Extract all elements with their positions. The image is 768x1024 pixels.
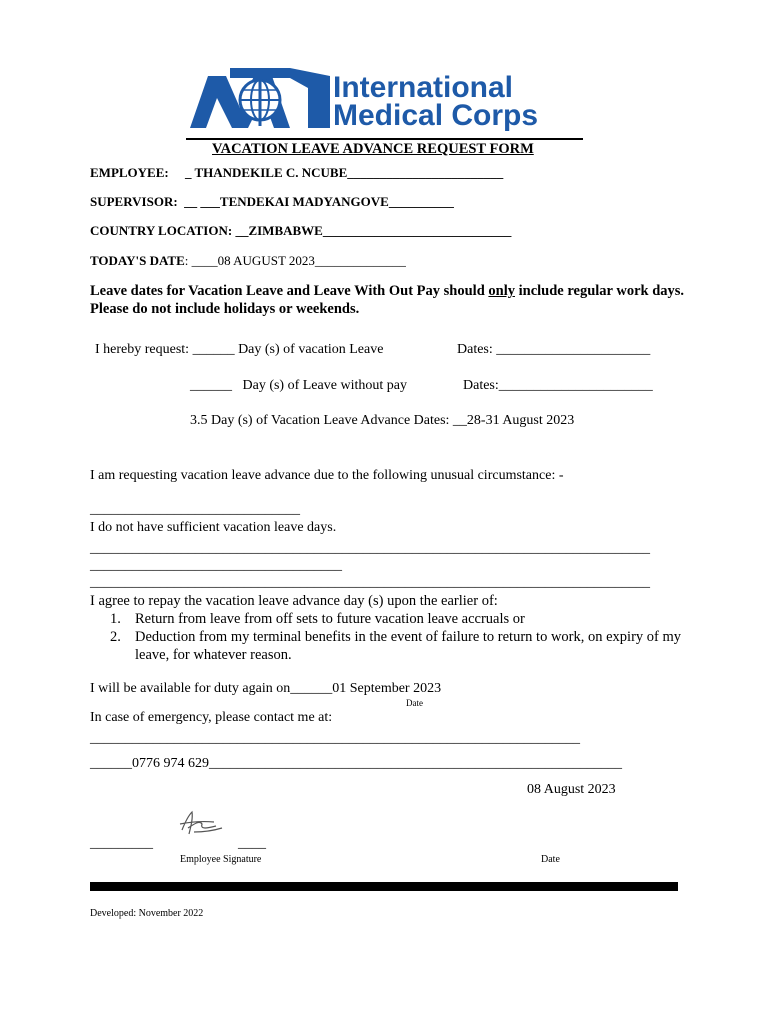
signature-date-label: Date <box>541 854 560 865</box>
country-field: COUNTRY LOCATION: __ZIMBABWE_____________________________ <box>90 223 512 238</box>
emergency-label: In case of emergency, please contact me at: <box>90 710 333 725</box>
unpaid-leave-dates: Dates:______________________ <box>463 378 653 393</box>
signature-image <box>172 806 232 842</box>
instruction-paragraph <box>90 282 690 318</box>
todays-date-field <box>90 253 406 269</box>
supervisor-field: SUPERVISOR: __ ___TENDEKAI MADYANGOVE__________ <box>90 194 454 209</box>
footer-divider <box>90 882 678 891</box>
todays-date-value: : ____08 AUGUST 2023______________ <box>184 253 406 268</box>
developed-note: Developed: November 2022 <box>90 908 204 919</box>
repayment-intro: I agree to repay the vacation leave advance day (s) upon the earlier of: <box>90 593 498 609</box>
repayment-item <box>90 628 690 664</box>
instruction-only: only <box>488 283 515 299</box>
vacation-leave-dates: Dates: ______________________ <box>457 342 651 357</box>
circumstance-label: I am requesting vacation leave advance due to the following unusual circumstance: - <box>90 468 564 483</box>
circumstance-blank-short: ______________________________ <box>90 502 300 517</box>
circumstance-blank-long-1: ________________________________________________________________________________ <box>90 541 650 556</box>
emergency-contact-blank: ______________________________________________________________________ <box>90 731 580 746</box>
emergency-phone: ______0776 974 629___________________________________________________________ <box>90 756 622 771</box>
org-logo <box>190 68 330 132</box>
repayment-item-number: 1. <box>110 611 121 627</box>
circumstance-blank-mid: ____________________________________ <box>90 558 342 573</box>
instruction-post: include regular work days. Please do not include holidays or weekends. <box>90 283 685 317</box>
advance-leave-request: 3.5 Day (s) of Vacation Leave Advance Dates: __28-31 August 2023 <box>190 413 575 428</box>
signature-date-value: 08 August 2023 <box>527 782 616 797</box>
instruction-pre: Leave dates for Vacation Leave and Leave With Out Pay should <box>90 283 489 299</box>
org-name-line1: International <box>333 71 514 104</box>
org-name <box>333 71 539 132</box>
circumstance-text: I do not have sufficient vacation leave days. <box>90 520 337 535</box>
employee-signature-label: Employee Signature <box>180 854 262 865</box>
return-to-duty-line: I will be available for duty again on______01 September 2023 <box>90 681 442 696</box>
return-date-caption: Date <box>406 698 423 708</box>
repayment-item-text: Deduction from my terminal benefits in the event of failure to return to work, on expiry of my leave, for whatever reason. <box>135 629 682 663</box>
form-title: VACATION LEAVE ADVANCE REQUEST FORM <box>212 141 534 157</box>
repayment-item-number: 2. <box>110 629 121 645</box>
header-divider <box>186 138 583 140</box>
org-name-line2: Medical Corps <box>333 99 539 132</box>
employee-field: EMPLOYEE: _ THANDEKILE C. NCUBE________________________ <box>90 165 504 180</box>
repayment-item <box>90 610 690 628</box>
signature-blank-left: _________ <box>90 836 153 851</box>
logo-mark-icon <box>190 68 330 132</box>
signature-blank-right: ____ <box>238 836 266 851</box>
repayment-item-text: Return from leave from off sets to future vacation leave accruals or <box>135 611 525 627</box>
unpaid-leave-request: ______ Day (s) of Leave without pay <box>190 378 407 393</box>
circumstance-blank-long-2: ________________________________________________________________________________ <box>90 575 650 590</box>
repayment-section <box>90 592 690 664</box>
todays-date-label: TODAY'S DATE <box>90 253 185 268</box>
vacation-leave-request: I hereby request: ______ Day (s) of vacation Leave <box>95 342 384 357</box>
